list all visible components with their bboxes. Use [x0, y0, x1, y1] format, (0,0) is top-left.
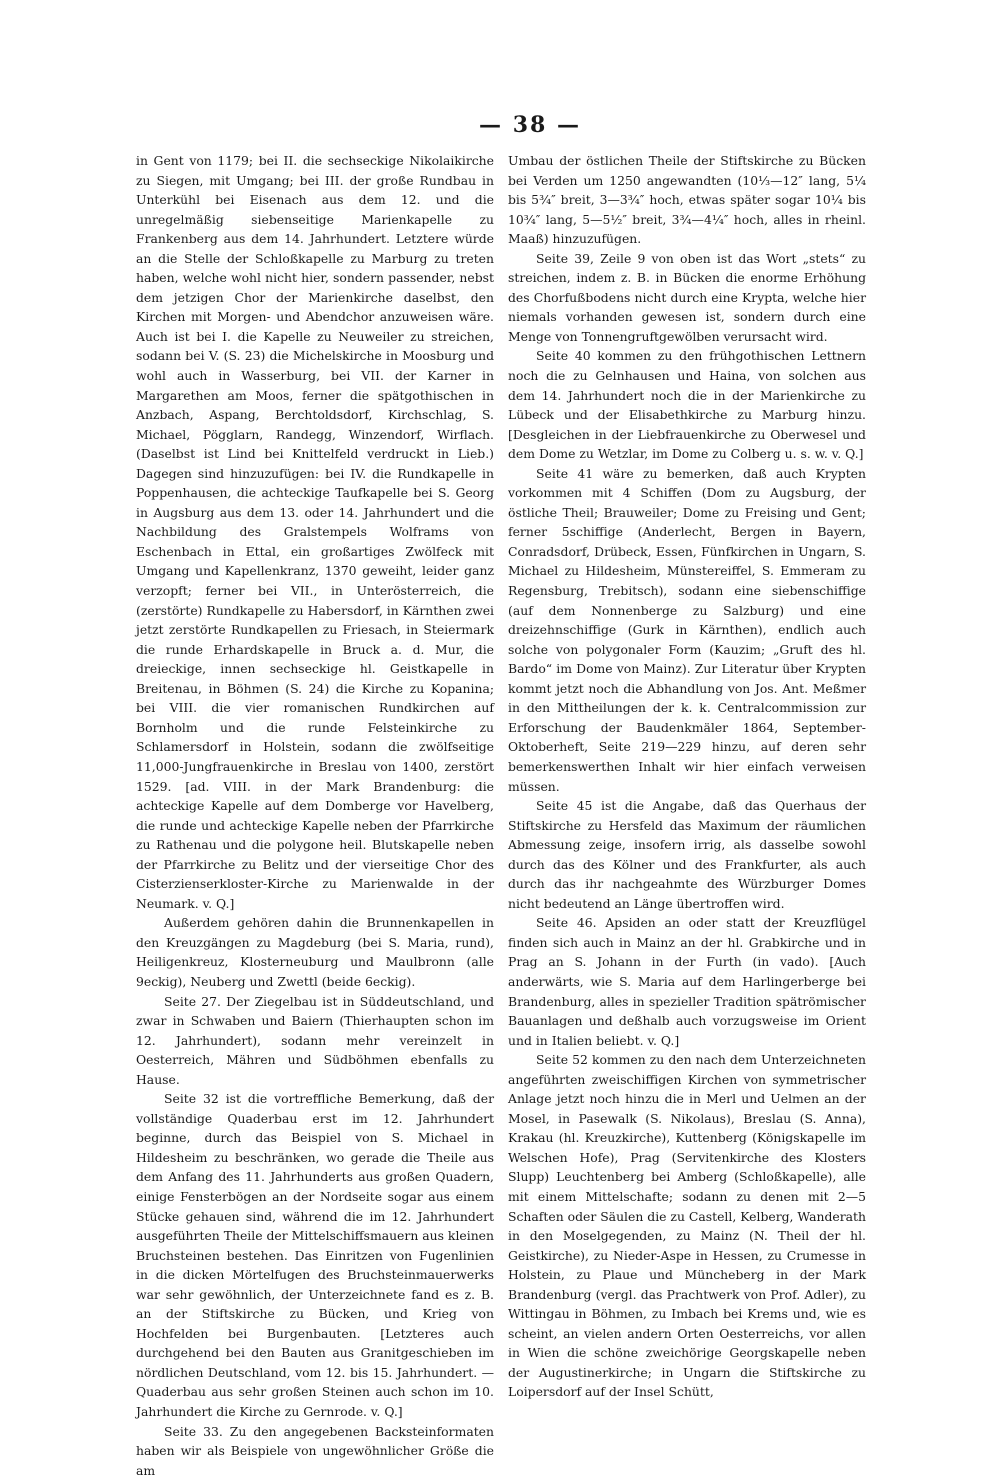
right-paragraph-7: Seite 52 kommen zu den nach dem Unterzeichneten angeführten zweischiffigen Kirchen von symmetrischer Anlage jetzt noch hinzu die in Merl und Uelmen an der Mosel, in Pasewalk (S. Nikolaus), Breslau (S. Anna), Krakau (hl. Kreuzkirche), Kuttenberg (Königskapelle im Welschen Hofe), Prag (Servitenkirche des Klosters Slupp) Leuchtenberg bei Amberg (Schloßkapelle), alle mit einem Mittelschafte; sodann zu denen mit 2—5 Schaften oder Säulen die zu Castell, Kelberg, Wanderath in den Moselgegenden, zu Mainz (N. Theil der hl. Geistkirche), zu Nieder-Aspe in Hessen, zu Crumesse in Holstein, zu Plaue und Müncheberg in der Mark Brandenburg (vergl. das Prachtwerk von Prof. Adler), zu Wittingau in Böhmen, zu Imbach bei Krems und, wie es scheint, an vielen andern Orten Oesterreichs, vor allen in Wien die schöne zweichörige Georgskapelle neben der Augustinerkirche; in Ungarn die Stiftskirche zu Loipersdorf auf der Insel Schütt,: [508, 1052, 866, 1400]
left-paragraph-3: Seite 27. Der Ziegelbau ist in Süddeutschland, und zwar in Schwaben und Baiern (Thierhaupten schon im 12. Jahrhundert), sodann mehr vereinzelt in Oesterreich, Mähren und Südböhmen ebenfalls zu Hause.: [136, 993, 494, 1087]
right-paragraph-4: Seite 41 wäre zu bemerken, daß auch Krypten vorkommen mit 4 Schiffen (Dom zu Augsburg, der östliche Theil; Brauweiler; Dome zu Freising und Gent; ferner 5schiffige (Anderlecht, Bergen in Bayern, Conradsdorf, Drübeck, Essen, Fünfkirchen in Ungarn, S. Michael zu Hildesheim, Münstereiffel, S. Emmeram zu Regensburg, Trebitsch), sodann eine siebenschiffige (auf dem Nonnenberge zu Salzburg) und eine dreizehnschiffige (Gurk in Kärnthen), endlich auch solche von polygonaler Form (Kauzim; „Gruft des hl. Bardo“ im Dome von Mainz). Zur Literatur über Krypten kommt jetzt noch die Abhandlung von Jos. Ant. Meßmer in den Mittheilungen der k. k. Centralcommission zur Erforschung der Baudenkmäler 1864, September-Oktoberheft, Seite 219—229 hinzu, auf deren sehr bemerkenswerthen Inhalt wir hier einfach verweisen müssen.: [508, 465, 866, 794]
right-paragraph-5: Seite 45 ist die Angabe, daß das Querhaus der Stiftskirche zu Hersfeld das Maximum der räumlichen Abmessung zeige, insofern irrig, als dasselbe sowohl durch das des Kölner und des Frankfurter, als auch durch das ihr nachgeahmte des Würzburger Domes nicht bedeutend an Länge übertroffen wird.: [508, 798, 866, 911]
right-paragraph-1: Umbau der östlichen Theile der Stiftskirche zu Bücken bei Verden um 1250 angewandten (10⅓—12″ lang, 5¼ bis 5¾″ breit, 3—3¾″ hoch, etwas später sogar 10¼ bis 10¾″ lang, 5—5½″ breit, 3¾—4¼″ hoch, alles in rheinl. Maaß) hinzuzufügen.: [508, 153, 866, 247]
right-paragraph-3: Seite 40 kommen zu den frühgothischen Lettnern noch die zu Gelnhausen und Haina, von solchen aus dem 14. Jahrhundert noch die in der Marienkirche zu Lübeck und der Elisabethkirche zu Marburg hinzu. [Desgleichen in der Liebfrauenkirche zu Oberwesel und dem Dome zu Wetzlar, im Dome zu Colberg u. s. w. v. Q.]: [508, 348, 866, 462]
page-number: — 38 —: [479, 112, 581, 138]
left-paragraph-5: Seite 33. Zu den angegebenen Backsteinformaten haben wir als Beispiele von ungewöhnlicher Größe die am: [136, 1423, 494, 1478]
right-paragraph-6: Seite 46. Apsiden an oder statt der Kreuzflügel finden sich auch in Mainz an der hl. Grabkirche und in Prag an S. Johann in der Furth (in vado). [Auch anderwärts, wie S. Maria auf dem Harlingerberge bei Brandenburg, alles in spezieller Tradition spätrömischer Bauanlagen und deßhalb auch vorzugsweise im Orient und in Italien beliebt. v. Q.]: [508, 915, 866, 1048]
left-paragraph-2: Außerdem gehören dahin die Brunnenkapellen in den Kreuzgängen zu Magdeburg (bei S. Maria, rund), Heiligenkreuz, Klosterneuburg und Maulbronn (alle 9eckig), Neuberg und Zwettl (beide 6eckig).: [136, 915, 494, 989]
right-paragraph-2: Seite 39, Zeile 9 von oben ist das Wort „stets“ zu streichen, indem z. B. in Bücken die enorme Erhöhung des Chorfußbodens nicht durch eine Krypta, welche hier niemals vorhanden gewesen ist, sondern durch eine Menge von Tonnengruftgewölben verursacht wird.: [508, 250, 866, 344]
left-paragraph-1: in Gent von 1179; bei II. die sechseckige Nikolaikirche zu Siegen, mit Umgang; bei III. der große Rundbau in Unterkühl bei Eisenach aus dem 12. und die unregelmäßig siebenseitige Marienkapelle zu Frankenberg aus dem 14. Jahrhundert. Letztere würde an die Stelle der Schloßkapelle zu Marburg zu treten haben, welche wohl nicht hier, sondern passender, nebst dem jetzigen Chor der Marienkirche daselbst, den Kirchen mit Morgen- und Abendchor anzuweisen wäre. Auch ist bei I. die Kapelle zu Neuweiler zu streichen, sodann bei V. (S. 23) die Michelskirche in Moosburg und wohl auch in Wasserburg, bei VII. der Karner in Margarethen am Moos, ferner die spätgothischen in Anzbach, Aspang, Berchtoldsdorf, Kirchschlag, S. Michael, Pögglarn, Randegg, Winzendorf, Wirflach. (Daselbst ist Lind bei Knittelfeld verdruckt in Lieb.) Dagegen sind hinzuzufügen: bei IV. die Rundkapelle in Poppenhausen, die achteckige Taufkapelle bei S. Georg in Augsburg aus dem 13. oder 14. Jahrhundert und die Nachbildung des Gralstempels Wolframs von Eschenbach in Ettal, ein großartiges Zwölfeck mit Umgang und Kapellenkranz, 1370 geweiht, leider ganz verzopft; ferner bei VII., in Unterösterreich, die (zerstörte) Rundkapelle zu Habersdorf, in Kärnthen zwei jetzt zerstörte Rundkapellen zu Friesach, in Steiermark die runde Erhardskapelle in Bruck a. d. Mur, die dreieckige, innen sechseckige hl. Geistkapelle in Breitenau, in Böhmen (S. 24) die Kirche zu Kopanina; bei VIII. die vier romanischen Rundkirchen auf Bornholm und die runde Felsteinkirche zu Schlamersdorf in Holstein, sodann die zwölfseitige 11,000-Jungfrauenkirche in Breslau von 1400, zerstört 1529. [ad. VIII. in der Mark Brandenburg: die achteckige Kapelle auf dem Domberge vor Havelberg, die runde und achteckige Kapelle neben der Pfarrkirche zu Rathenau und die polygone heil. Blutskapelle neben der Pfarrkirche zu Belitz und der vierseitige Chor des Cisterzienserkloster-Kirche zu Marienwalde in der Neumark. v. Q.]: [136, 153, 494, 911]
left-paragraph-4: Seite 32 ist die vortreffliche Bemerkung, daß der vollständige Quaderbau erst im 12. Jahrhundert beginne, durch das Beispiel von S. Michael in Hildesheim zu beschränken, wo gerade die Theile aus dem Anfang des 11. Jahrhunderts aus großen Quadern, einige Fensterbögen an der Nordseite sogar aus einem Stücke gehauen sind, während die im 12. Jahrhundert ausgeführten Theile der Mittelschiffsmauern aus kleinen Bruchsteinen bestehen. Das Einritzen von Fugenlinien in die dicken Mörtelfugen des Bruchsteinmauerwerks war sehr gewöhnlich, der Unterzeichnete fand es z. B. an der Stiftskirche zu Bücken, und Krieg von Hochfelden bei Burgenbauten. [Letzteres auch durchgehend bei den Bauten aus Granitgeschieben im nördlichen Deutschland, vom 12. bis 15. Jahrhundert. — Quaderbau aus sehr großen Steinen auch schon im 10. Jahrhundert die Kirche zu Gernrode. v. Q.]: [136, 1091, 494, 1419]
left-column: [136, 151, 494, 1480]
right-column: [508, 151, 866, 1402]
